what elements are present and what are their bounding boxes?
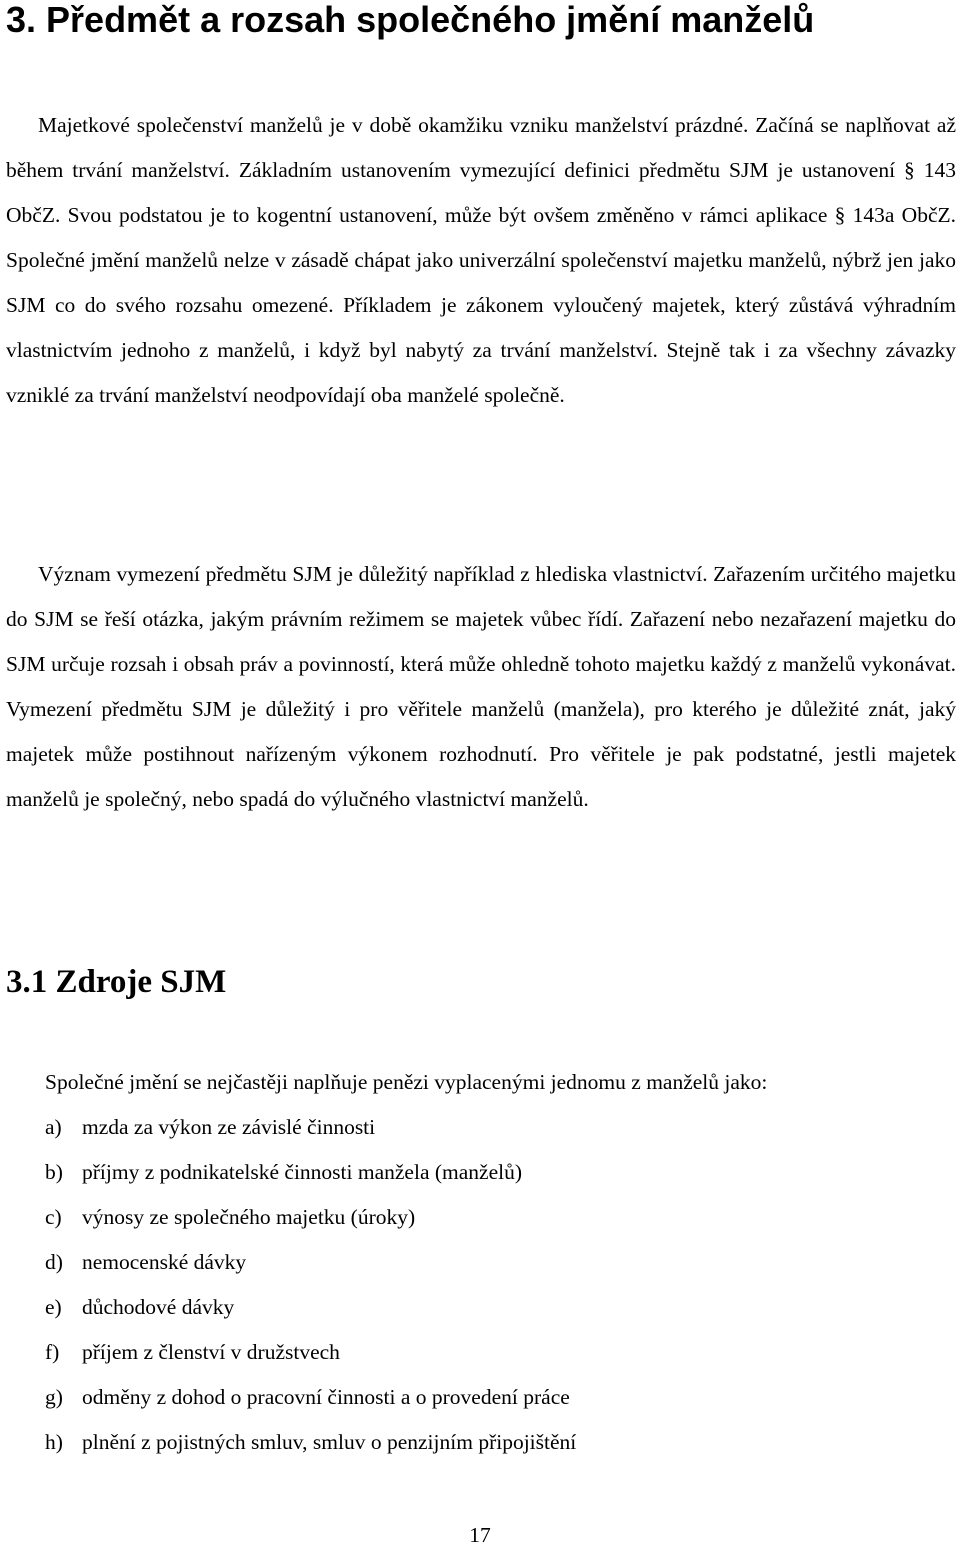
- paragraph-2: Význam vymezení předmětu SJM je důležitý například z hlediska vlastnictví. Zařazením určitého majetku do SJM se řeší otázka, jakým právním režimem se majetek vůbec řídí. Zařazení nebo nezařazení majetku do SJM určuje rozsah i obsah práv a povinností, která může ohledně tohoto majetku každý z manželů vykonávat. Vymezení předmětu SJM je důležitý i pro věřitele manželů (manžela), pro kterého je důležité znát, jaký majetek může postihnout nařízeným výkonem rozhodnutí. Pro věřitele je pak podstatné, jestli majetek manželů je společný, nebo spadá do výlučného vlastnictví manželů.: [6, 562, 956, 811]
- subsection-heading: 3.1 Zdroje SJM: [6, 964, 227, 1000]
- list-item: [45, 1330, 576, 1375]
- list-item: [45, 1285, 576, 1330]
- list-item: [45, 1105, 576, 1150]
- list-item-letter: c): [45, 1205, 62, 1229]
- list-item: [45, 1240, 576, 1285]
- list-item-text: mzda za výkon ze závislé činnosti: [82, 1115, 376, 1139]
- section-heading: 3. Předmět a rozsah společného jmění manželů: [6, 0, 815, 40]
- list-item: [45, 1420, 576, 1465]
- list-item-letter: h): [45, 1430, 63, 1454]
- list-item-letter: d): [45, 1250, 63, 1274]
- list-item-letter: g): [45, 1385, 63, 1409]
- list-intro: Společné jmění se nejčastěji naplňuje penězi vyplacenými jednomu z manželů jako:: [45, 1070, 768, 1094]
- list-item: [45, 1375, 576, 1420]
- list-item-text: odměny z dohod o pracovní činnosti a o provedení práce: [82, 1385, 570, 1409]
- list-item-text: plnění z pojistných smluv, smluv o penzijním připojištění: [82, 1430, 577, 1454]
- list-item-letter: e): [45, 1295, 62, 1319]
- list-item-letter: b): [45, 1160, 63, 1184]
- list-item: [45, 1150, 576, 1195]
- list-item-letter: a): [45, 1115, 62, 1139]
- page-number: 17: [469, 1523, 491, 1547]
- list-item-text: výnosy ze společného majetku (úroky): [82, 1205, 416, 1229]
- list-item-text: příjmy z podnikatelské činnosti manžela (manželů): [82, 1160, 523, 1184]
- list-item-letter: f): [45, 1340, 60, 1364]
- list-item-text: příjem z členství v družstvech: [82, 1340, 340, 1364]
- list-item-text: důchodové dávky: [82, 1295, 235, 1319]
- income-sources-list: [45, 1105, 576, 1465]
- list-item-text: nemocenské dávky: [82, 1250, 247, 1274]
- paragraph-1: Majetkové společenství manželů je v době okamžiku vzniku manželství prázdné. Začíná se naplňovat až během trvání manželství. Základním ustanovením vymezující definici předmětu SJM je ustanovení § 143 ObčZ. Svou podstatou je to kogentní ustanovení, může být ovšem změněno v rámci aplikace § 143a ObčZ. Společné jmění manželů nelze v zásadě chápat jako univerzální společenství majetku manželů, nýbrž jen jako SJM co do svého rozsahu omezené. Příkladem je zákonem vyloučený majetek, který zůstává výhradním vlastnictvím jednoho z manželů, i když byl nabytý za trvání manželství. Stejně tak i za všechny závazky vzniklé za trvání manželství neodpovídají oba manželé společně.: [6, 113, 956, 407]
- list-item: [45, 1195, 576, 1240]
